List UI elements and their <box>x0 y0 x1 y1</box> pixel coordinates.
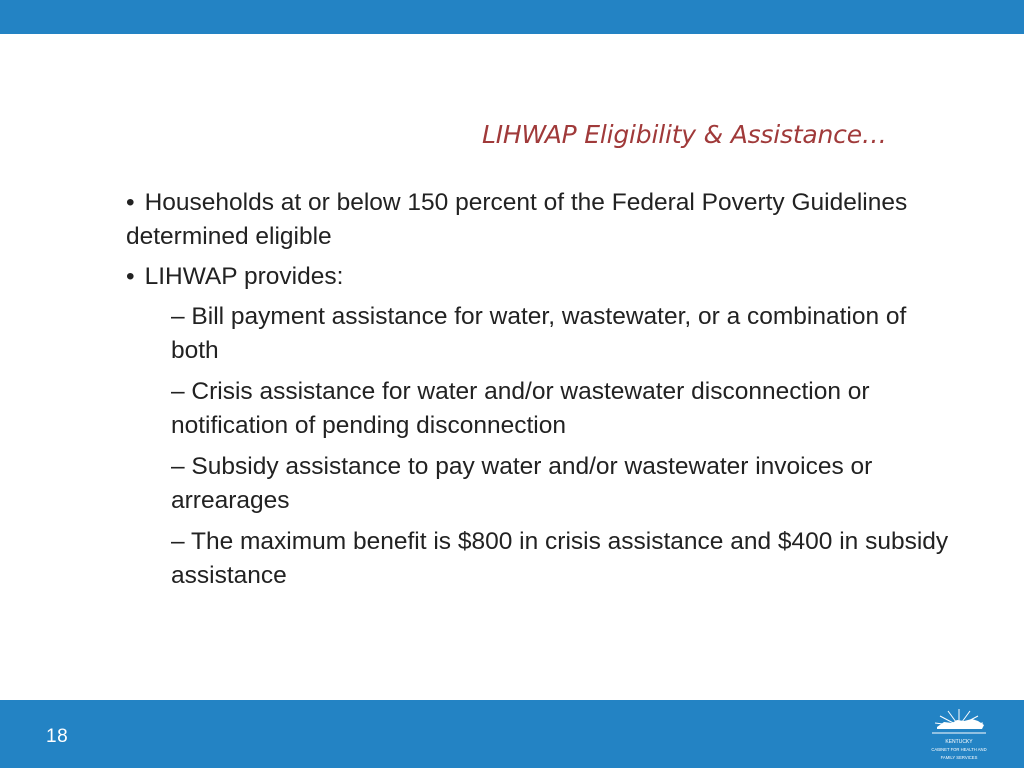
bullet-dot-icon: • <box>126 189 135 216</box>
logo-text: KENTUCKY <box>945 739 973 745</box>
footer-bar <box>0 700 1024 768</box>
slide-title: LIHWAP Eligibility & Assistance… <box>482 120 887 149</box>
page-number: 18 <box>46 726 69 747</box>
bullet-item <box>126 186 956 254</box>
kentucky-state-seal-logo-icon <box>926 702 992 764</box>
header-bar <box>0 0 1024 34</box>
bullet-dot-icon: • <box>126 263 135 290</box>
sub-item: – The maximum benefit is $800 in crisis assistance and $400 in subsidy assistance <box>171 528 949 589</box>
logo-subtext-2: FAMILY SERVICES <box>940 755 978 760</box>
bullet-text: LIHWAP provides: <box>144 263 344 290</box>
sub-item: – Crisis assistance for water and/or wastewater disconnection or notification of pending disconnection <box>171 378 870 439</box>
sub-item: – Subsidy assistance to pay water and/or wastewater invoices or arrearages <box>171 453 873 514</box>
sub-item: – Bill payment assistance for water, wastewater, or a combination of both <box>171 303 907 364</box>
slide-content <box>126 186 956 600</box>
bullet-text: Households at or below 150 percent of the Federal Poverty Guidelines determined eligible <box>126 189 908 250</box>
bullet-item <box>126 260 956 294</box>
logo-subtext: CABINET FOR HEALTH AND <box>931 747 987 752</box>
